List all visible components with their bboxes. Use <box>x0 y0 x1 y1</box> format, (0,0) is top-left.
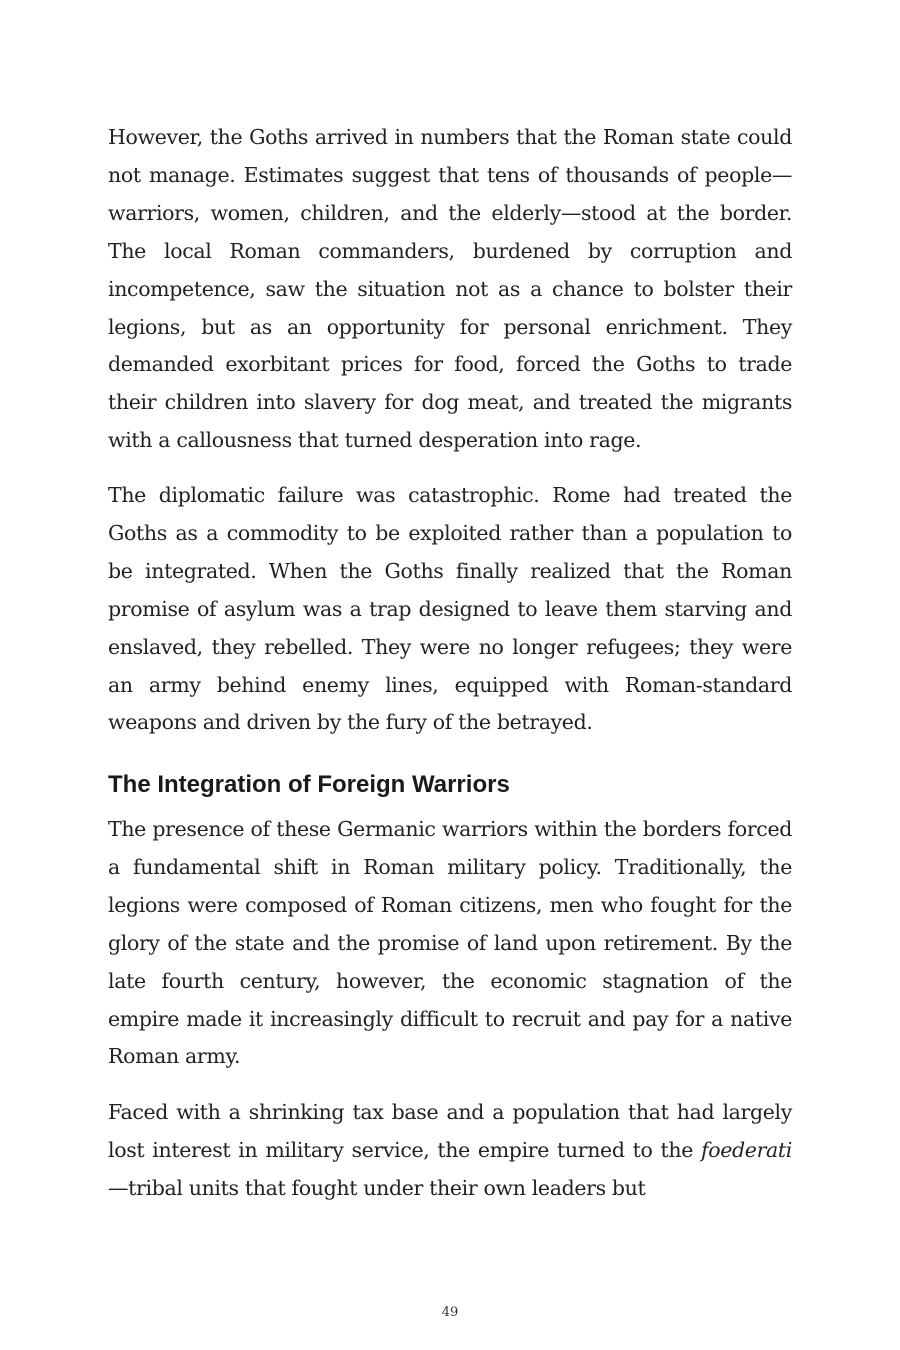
paragraph-text: Faced with a shrinking tax base and a population that had largely lost interest in military service, the empire turned to the <box>108 1100 792 1162</box>
page-number: 49 <box>441 1305 459 1320</box>
paragraph-text: —tribal units that fought under their own leaders but <box>108 1175 646 1200</box>
body-paragraph: The diplomatic failure was catastrophic. Rome had treated the Goths as a commodity to be exploited rather than a population to be integrated. When the Goths finally realized that the Roman promise of asylum was a trap designed to leave them starving and enslaved, they rebelled. They were no longer refugees; they were an army behind enemy lines, equipped with Roman-standard weapons and driven by the fury of the betrayed. <box>108 483 792 735</box>
italic-term: foederati <box>701 1137 792 1162</box>
section-heading: The Integration of Foreign Warriors <box>108 771 510 798</box>
body-paragraph-last <box>108 1094 792 1208</box>
body-paragraph: The presence of these Germanic warriors within the borders forced a fundamental shift in Roman military policy. Traditionally, the legions were composed of Roman citizens, men who fought for the glory of the state and the promise of land upon retirement. By the late fourth century, however, the economic stagnation of the empire made it increasingly difficult to recruit and pay for a native Roman army. <box>108 817 792 1069</box>
body-paragraph: However, the Goths arrived in numbers that the Roman state could not manage. Estimates suggest that tens of thousands of people—warriors, women, children, and the elderly—stood at the border. The local Roman commanders, burdened by corruption and incompetence, saw the situation not as a chance to bolster their legions, but as an opportunity for personal enrichment. They demanded exorbitant prices for food, forced the Goths to trade their children into slavery for dog meat, and treated the migrants with a callousness that turned desperation into rage. <box>108 125 792 453</box>
